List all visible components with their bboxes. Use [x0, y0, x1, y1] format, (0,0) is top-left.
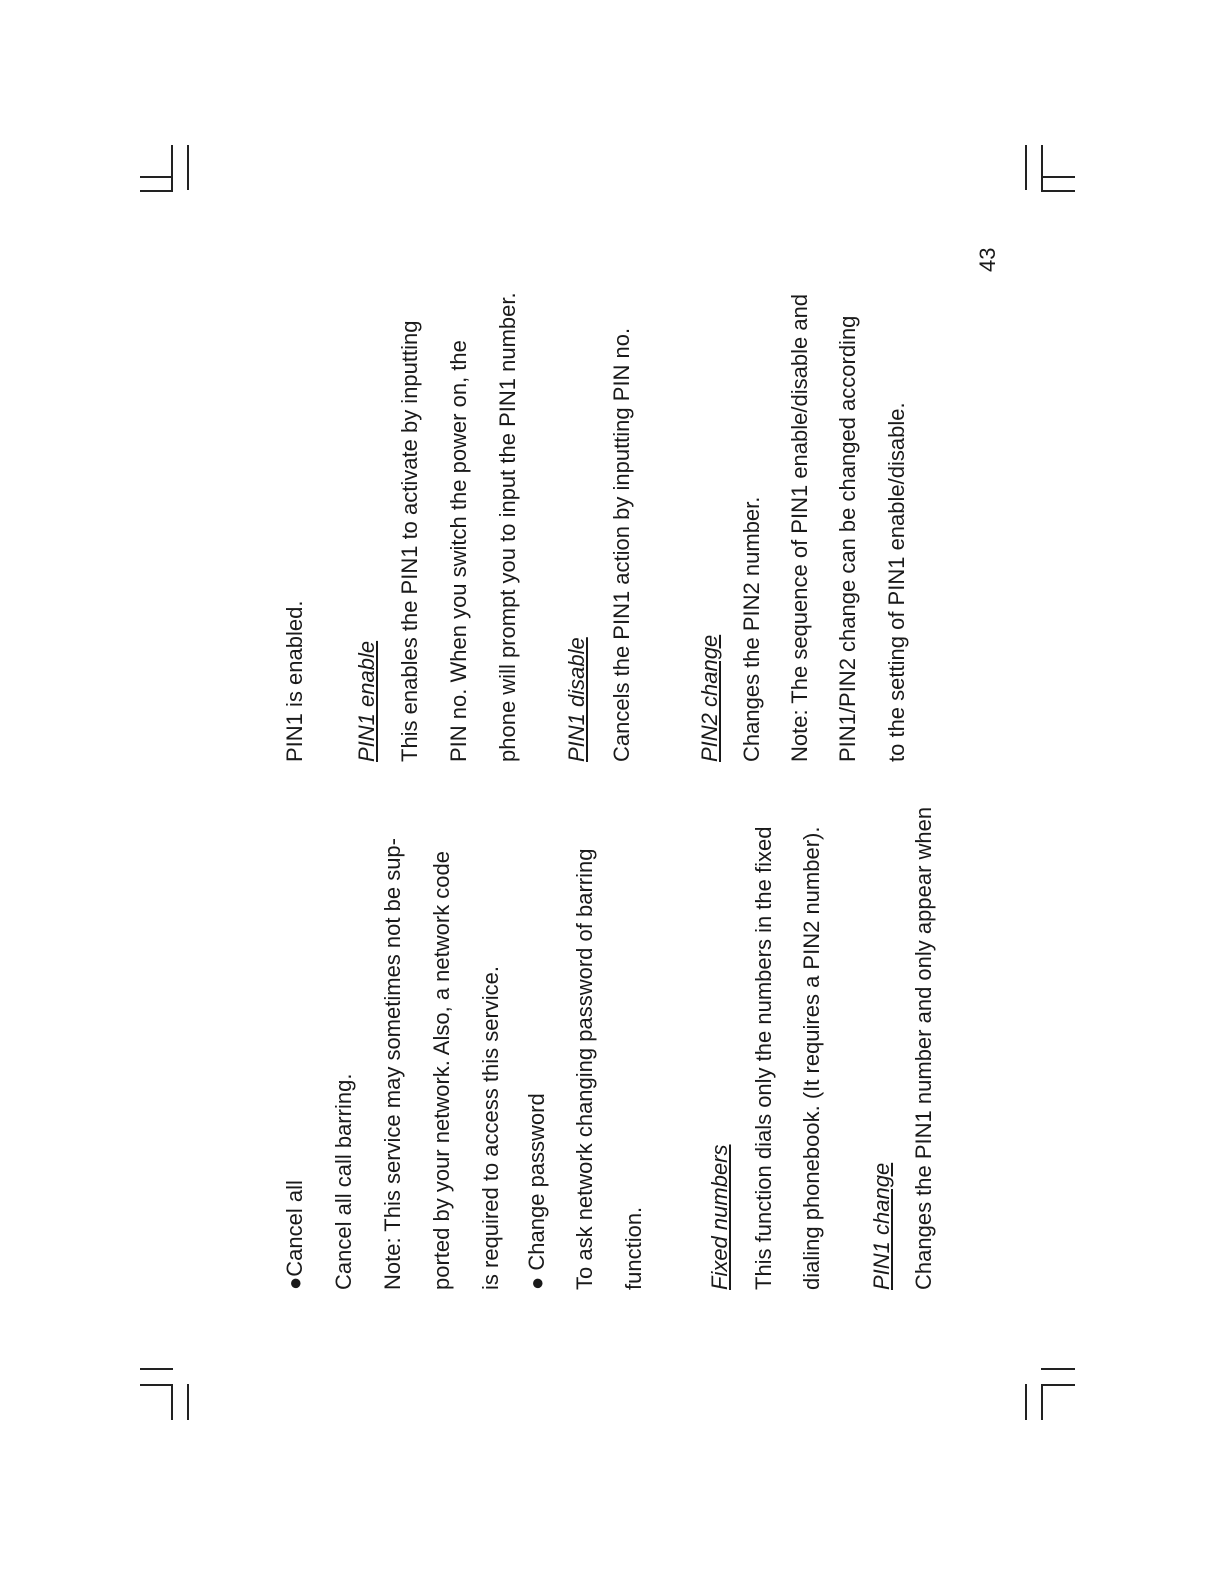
- heading-pin1-change: PIN1 change: [869, 1162, 894, 1290]
- text-line: To ask network changing password of barring: [572, 848, 597, 1290]
- text-line: phone will prompt you to input the PIN1 number.: [495, 292, 520, 762]
- bullet-change-password: ● Change password: [524, 1093, 549, 1290]
- left-column: [0, 770, 1225, 1290]
- text-line: ported by your network. Also, a network code: [429, 850, 454, 1290]
- page-number: 43: [975, 247, 1000, 272]
- text-line: dialing phonebook. (It requires a PIN2 number).: [799, 826, 824, 1290]
- text-line: Cancel all call barring.: [331, 1073, 356, 1290]
- text-line: PIN no. When you switch the power on, the: [446, 340, 471, 762]
- text-line: function.: [621, 1206, 646, 1290]
- text-line: Changes the PIN1 number and only appear when: [911, 806, 936, 1290]
- text-line: This enables the PIN1 to activate by inputting: [397, 320, 422, 762]
- right-column: [0, 262, 1225, 762]
- text-line: is required to access this service.: [478, 965, 503, 1290]
- text-line: to the setting of PIN1 enable/disable.: [884, 402, 909, 762]
- text-line: Changes the PIN2 number.: [739, 496, 764, 762]
- text-line: PIN1 is enabled.: [282, 600, 307, 762]
- note-line: Note: The sequence of PIN1 enable/disable and: [787, 293, 812, 762]
- text-line: This function dials only the numbers in the fixed: [751, 826, 776, 1290]
- heading-fixed-numbers: Fixed numbers: [707, 1144, 732, 1290]
- text-line: Cancels the PIN1 action by inputting PIN no.: [609, 327, 634, 762]
- bullet-cancel-all: ●Cancel all: [282, 1180, 307, 1290]
- text-line: PIN1/PIN2 change can be changed according: [835, 315, 860, 762]
- heading-pin1-enable: PIN1 enable: [354, 640, 379, 762]
- heading-pin1-disable: PIN1 disable: [564, 637, 589, 762]
- heading-pin2-change: PIN2 change: [697, 634, 722, 762]
- note-line: Note: This service may sometimes not be sup-: [380, 838, 405, 1290]
